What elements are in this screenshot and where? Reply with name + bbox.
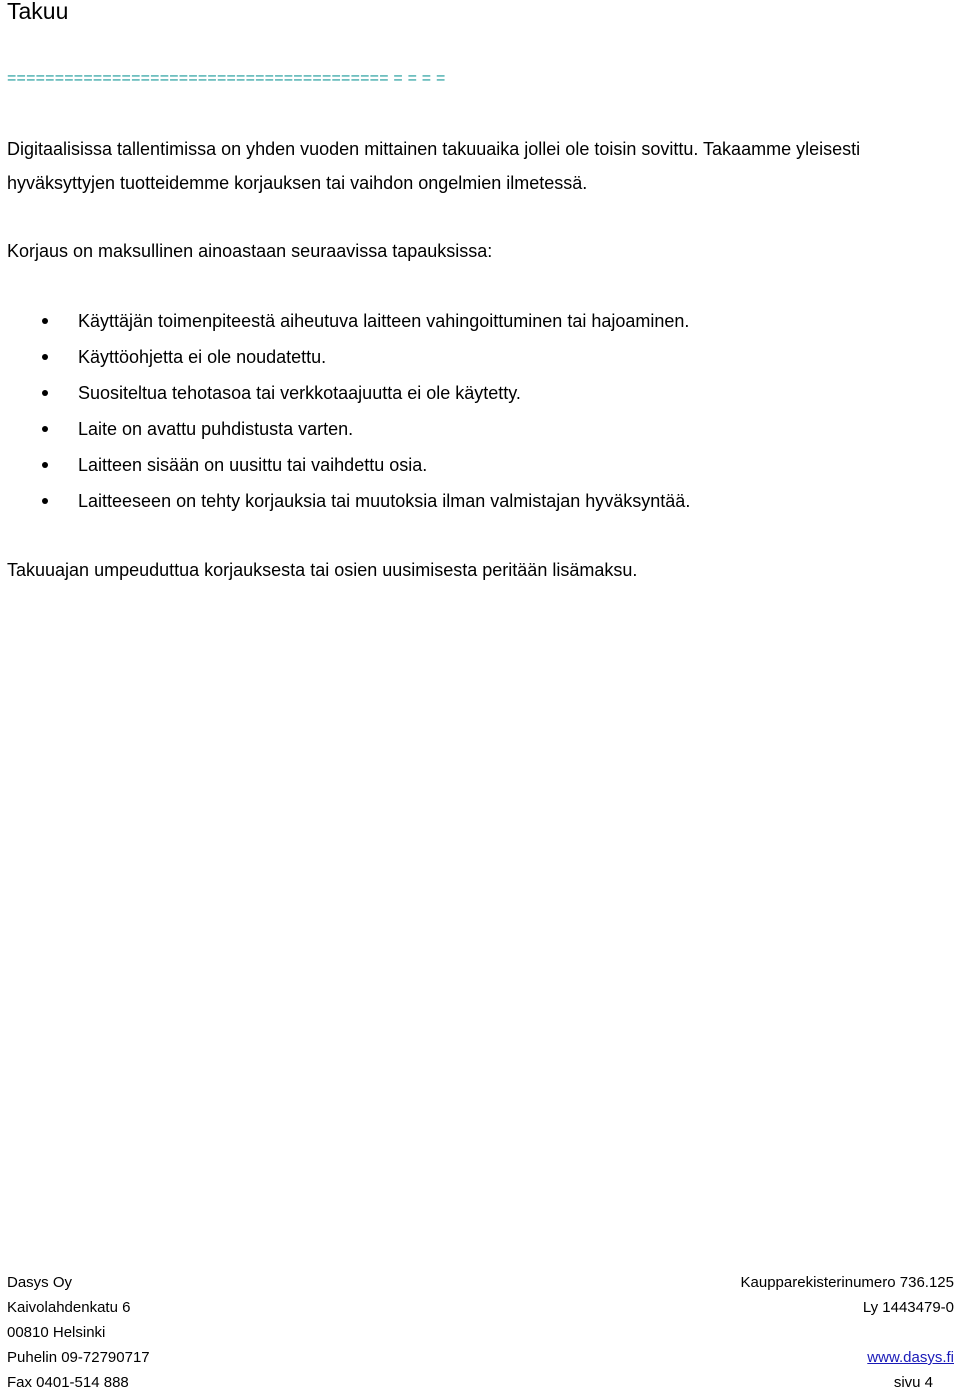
list-item-text: Käyttäjän toimenpiteestä aiheutuva laitteen vahingoittuminen tai hajoaminen. <box>78 311 690 331</box>
footer-row <box>7 1295 954 1320</box>
bullet-icon <box>42 318 48 324</box>
bullet-icon <box>42 462 48 468</box>
page-number: sivu 4 <box>893 1374 933 1391</box>
list-item <box>0 303 960 339</box>
bullet-icon <box>42 426 48 432</box>
list-item-text: Laitteeseen on tehty korjauksia tai muutoksia ilman valmistajan hyväksyntää. <box>78 491 691 511</box>
page-title: Takuu <box>7 0 69 24</box>
list-item <box>0 339 960 375</box>
footer-row <box>7 1270 954 1295</box>
list-item <box>0 483 960 519</box>
bullet-icon <box>42 498 48 504</box>
footer-street: Kaivolahdenkatu 6 <box>7 1299 131 1316</box>
condition-paragraph: Korjaus on maksullinen ainoastaan seuraavissa tapauksissa: <box>7 241 493 261</box>
website-link[interactable]: www.dasys.fi <box>867 1349 954 1366</box>
list-item-text: Laitteen sisään on uusittu tai vaihdettu osia. <box>78 455 428 475</box>
condition-list <box>0 303 960 519</box>
intro-paragraph: Digitaalisissa tallentimissa on yhden vuoden mittainen takuuaika jollei ole toisin sovittu. Takaamme yleisesti hyväksyttyjen tuotteidemme korjauksen tai vaihdon ongelmien ilmetessä. <box>7 139 861 193</box>
list-item <box>0 411 960 447</box>
footer-city: 00810 Helsinki <box>7 1324 106 1341</box>
list-item <box>0 375 960 411</box>
footer-row <box>7 1370 954 1395</box>
closing-paragraph: Takuuajan umpeuduttua korjauksesta tai osien uusimisesta peritään lisämaksu. <box>7 560 638 580</box>
page-footer <box>7 1270 954 1395</box>
footer-trade-register: Kaupparekisterinumero 736.125 <box>740 1274 954 1291</box>
bullet-icon <box>42 354 48 360</box>
footer-company: Dasys Oy <box>7 1274 73 1291</box>
footer-row <box>7 1345 954 1370</box>
list-item-text: Laite on avattu puhdistusta varten. <box>78 419 354 439</box>
list-item-text: Käyttöohjetta ei ole noudatettu. <box>78 347 327 367</box>
bullet-icon <box>42 390 48 396</box>
list-item-text: Suositeltua tehotasoa tai verkkotaajuutta ei ole käytetty. <box>78 383 521 403</box>
footer-phone: Puhelin 09-72790717 <box>7 1349 150 1366</box>
footer-fax: Fax 0401-514 888 <box>7 1374 129 1391</box>
footer-business-id: Ly 1443479-0 <box>862 1299 954 1316</box>
list-item <box>0 447 960 483</box>
separator-line: ======================================== = = = = <box>7 70 446 87</box>
footer-row <box>7 1320 954 1345</box>
